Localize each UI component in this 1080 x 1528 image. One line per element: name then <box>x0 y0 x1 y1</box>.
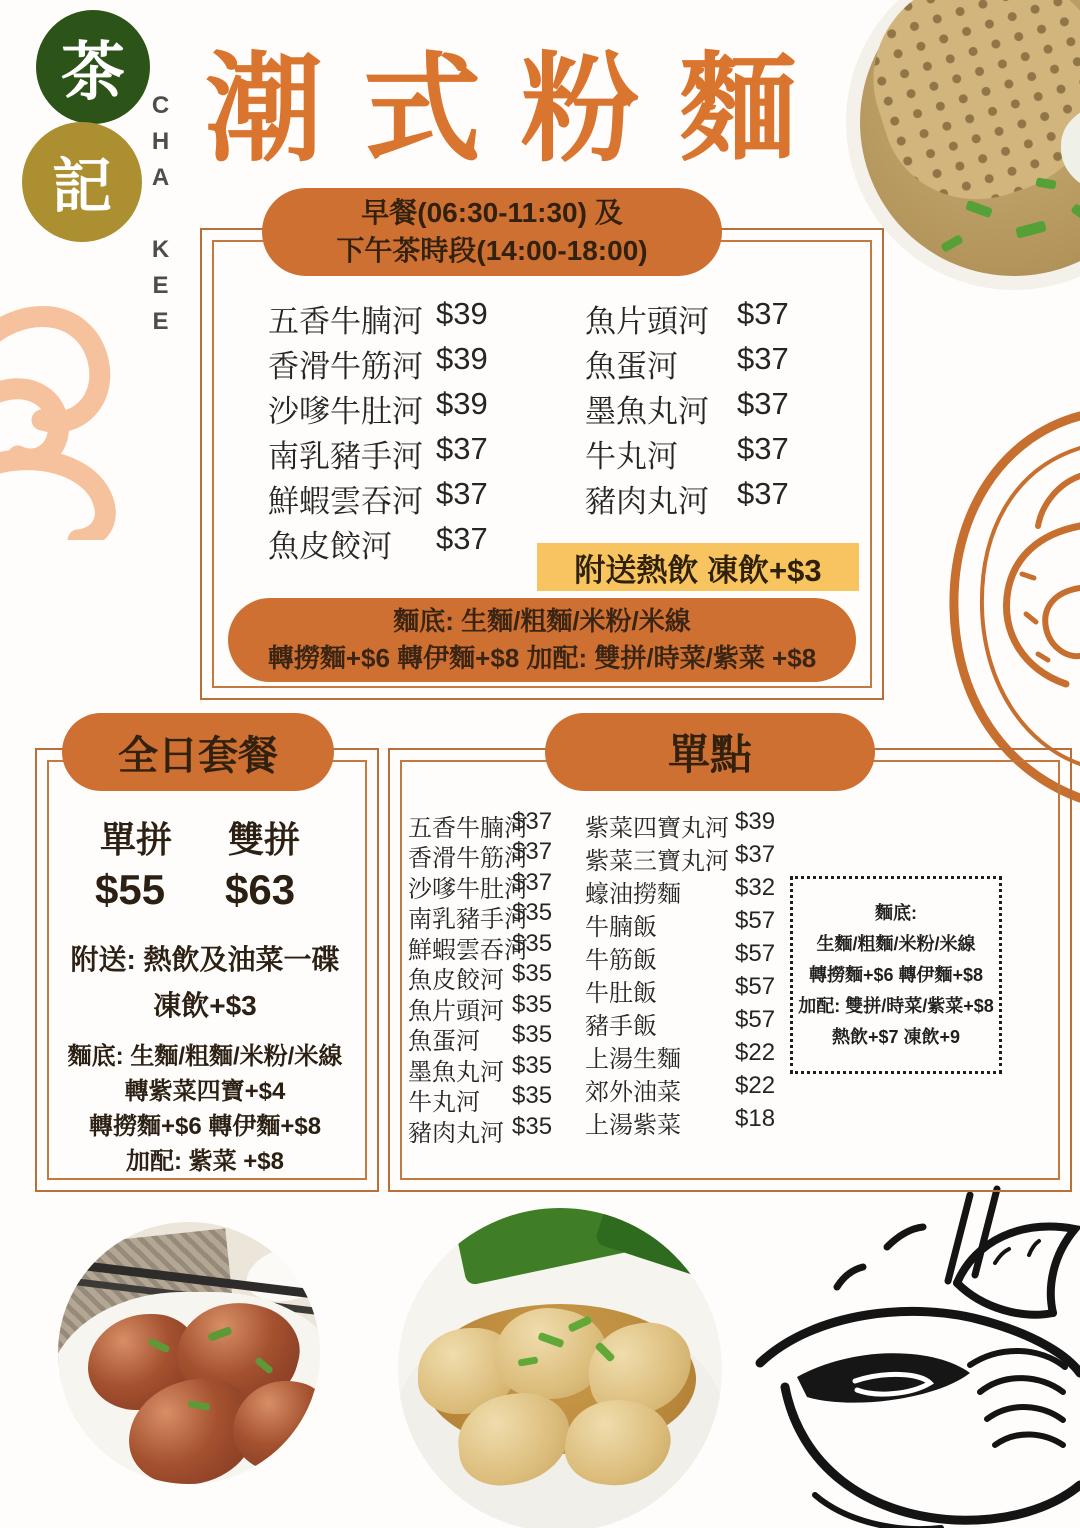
item-name: 鮮蝦雲吞河 <box>268 484 423 519</box>
item-name: 魚片頭河 <box>585 304 709 339</box>
menu-item-row <box>268 386 488 431</box>
double-combo-label: 雙拼 <box>228 819 301 860</box>
page-title: 潮式粉麵 <box>205 44 838 176</box>
noodle-base-line: 麵底: 生麵/粗麵/米粉/米線 <box>393 606 691 636</box>
item-price: $37 <box>436 476 488 511</box>
item-price: $57 <box>735 907 776 934</box>
item-name: 上湯紫菜 <box>585 1112 681 1139</box>
item-name: 墨魚丸河 <box>585 394 709 429</box>
info-line: 轉撈麵+$6 轉伊麵+$8 <box>808 964 984 985</box>
vegetable <box>594 1208 722 1283</box>
item-name: 南乳豬手河 <box>408 906 528 933</box>
item-name: 魚皮餃河 <box>408 967 504 994</box>
menu-item-row <box>268 431 488 476</box>
breakfast-drink-highlight: 附送熱飲 凍飲+$3 <box>537 543 859 591</box>
item-price: $37 <box>735 841 776 868</box>
item-price: $37 <box>512 869 553 896</box>
info-line: 麵底: <box>875 902 917 923</box>
single-combo-label: 單拼 <box>100 819 173 860</box>
menu-item-row <box>408 1113 553 1148</box>
setmeal-header-label: 全日套餐 <box>118 733 278 778</box>
item-name: 五香牛腩河 <box>408 815 528 842</box>
setmeal-note2: 凍飲+$3 <box>153 990 257 1021</box>
menu-item-row <box>585 1006 776 1041</box>
alacarte-header <box>545 713 875 791</box>
setmeal-footer-line: 轉紫菜四寶+$4 <box>124 1078 286 1105</box>
item-name: 五香牛腩河 <box>268 304 423 339</box>
menu-item-row <box>585 808 776 843</box>
item-name: 牛筋飯 <box>585 947 657 974</box>
item-name: 牛丸河 <box>408 1089 480 1116</box>
item-price: $35 <box>512 1021 553 1048</box>
menu-item-row <box>585 907 776 942</box>
setmeal-footer-line: 麵底: 生麵/粗麵/米粉/米線 <box>67 1043 343 1070</box>
item-name: 香滑牛筋河 <box>268 349 423 384</box>
menu-item-row <box>408 838 553 873</box>
item-name: 紫菜三寶丸河 <box>585 848 729 875</box>
item-price: $35 <box>512 899 553 926</box>
item-price: $57 <box>735 1006 776 1033</box>
item-name: 沙嗲牛肚河 <box>268 394 423 429</box>
brand-name-vertical: CHA KEE <box>147 92 174 344</box>
item-name: 牛腩飯 <box>585 914 657 941</box>
menu-item-row <box>585 1039 776 1074</box>
item-price: $35 <box>512 930 553 957</box>
alacarte-header-label: 單點 <box>667 731 752 778</box>
item-price: $39 <box>436 386 488 421</box>
menu-item-row <box>585 431 789 476</box>
menu-item-row <box>585 341 789 386</box>
menu-item-row <box>585 1072 776 1107</box>
setmeal-note1: 附送: 熱飲及油菜一碟 <box>70 944 340 975</box>
noodle-bowl-illustration <box>745 1185 1080 1528</box>
logo-char-bottom: 記 <box>52 153 112 220</box>
menu-item-row <box>585 973 776 1008</box>
logo-tea-circle <box>36 10 150 124</box>
menu-item-row <box>268 476 488 521</box>
item-price: $18 <box>735 1105 776 1132</box>
item-name: 豬手飯 <box>585 1013 657 1040</box>
banner-line2: 下午茶時段(14:00-18:00) <box>336 235 648 266</box>
menu-item-row <box>268 521 488 566</box>
item-name: 魚片頭河 <box>408 998 504 1025</box>
item-name: 郊外油菜 <box>585 1079 681 1106</box>
item-name: 南乳豬手河 <box>268 439 423 474</box>
pork-knuckle-photo <box>58 1222 320 1484</box>
item-price: $35 <box>512 991 553 1018</box>
setmeal-header <box>62 713 334 791</box>
setmeal-footer-line: 轉撈麵+$6 轉伊麵+$8 <box>88 1113 322 1140</box>
item-name: 魚皮餃河 <box>268 529 392 564</box>
menu-item-row <box>408 960 553 995</box>
menu-item-row <box>408 899 553 934</box>
item-price: $37 <box>737 476 789 511</box>
item-price: $37 <box>737 296 789 331</box>
alacarte-noodle-options-box <box>790 876 1002 1074</box>
item-price: $37 <box>737 341 789 376</box>
breakfast-noodle-options-bar <box>228 598 856 682</box>
menu-item-row <box>408 1021 553 1056</box>
item-name: 鮮蝦雲吞河 <box>408 937 528 964</box>
item-name: 魚蛋河 <box>408 1028 480 1055</box>
wonton-noodle-photo <box>398 1208 722 1528</box>
menu-item-row <box>585 476 789 521</box>
item-price: $35 <box>512 1052 553 1079</box>
menu-item-row <box>408 1082 553 1117</box>
item-name: 沙嗲牛肚河 <box>408 876 528 903</box>
setmeal-footer-line: 加配: 紫菜 +$8 <box>125 1148 285 1175</box>
breakfast-hours-banner <box>262 188 722 276</box>
item-name: 蠔油撈麵 <box>585 881 681 908</box>
item-price: $39 <box>436 296 488 331</box>
item-name: 魚蛋河 <box>585 349 678 384</box>
item-price: $37 <box>737 386 789 421</box>
item-price: $32 <box>735 874 776 901</box>
item-price: $35 <box>512 1082 553 1109</box>
info-line: 加配: 雙拼/時菜/紫菜+$8 <box>798 995 994 1016</box>
menu-item-row <box>268 296 488 341</box>
item-name: 豬肉丸河 <box>585 484 709 519</box>
banner-line1: 早餐(06:30-11:30) 及 <box>361 197 623 228</box>
item-price: $57 <box>735 973 776 1000</box>
logo-char-top: 茶 <box>61 36 125 108</box>
item-price: $37 <box>436 521 488 556</box>
item-name: 上湯生麵 <box>585 1046 681 1073</box>
noodle-upgrade-line: 轉撈麵+$6 轉伊麵+$8 加配: 雙拼/時菜/紫菜 +$8 <box>267 643 817 673</box>
item-price: $39 <box>735 808 776 835</box>
item-name: 紫菜四寶丸河 <box>585 815 729 842</box>
item-price: $35 <box>512 1113 553 1140</box>
item-name: 豬肉丸河 <box>408 1120 504 1147</box>
item-name: 牛丸河 <box>585 439 678 474</box>
item-name: 墨魚丸河 <box>408 1059 504 1086</box>
item-price: $22 <box>735 1072 776 1099</box>
item-price: $22 <box>735 1039 776 1066</box>
info-line: 熱飲+$7 凍飲+9 <box>831 1026 961 1047</box>
menu-item-row <box>585 874 776 909</box>
swirl-illustration <box>0 290 125 540</box>
double-combo-price: $63 <box>225 866 296 913</box>
item-price: $37 <box>512 838 553 865</box>
item-price: $37 <box>512 808 553 835</box>
info-line: 生麵/粗麵/米粉/米線 <box>816 933 976 954</box>
item-price: $37 <box>436 431 488 466</box>
item-price: $35 <box>512 960 553 987</box>
menu-item-row <box>585 296 789 341</box>
item-price: $37 <box>737 431 789 466</box>
item-name: 牛肚飯 <box>585 980 657 1007</box>
menu-item-row <box>585 1105 776 1140</box>
item-price: $39 <box>436 341 488 376</box>
menu-item-row <box>585 841 776 876</box>
single-combo-price: $55 <box>95 866 166 913</box>
item-price: $57 <box>735 940 776 967</box>
menu-item-row <box>585 386 789 431</box>
menu-item-row <box>585 940 776 975</box>
menu-item-row <box>268 341 488 386</box>
item-name: 香滑牛筋河 <box>408 845 528 872</box>
logo-kee-circle <box>22 122 142 242</box>
